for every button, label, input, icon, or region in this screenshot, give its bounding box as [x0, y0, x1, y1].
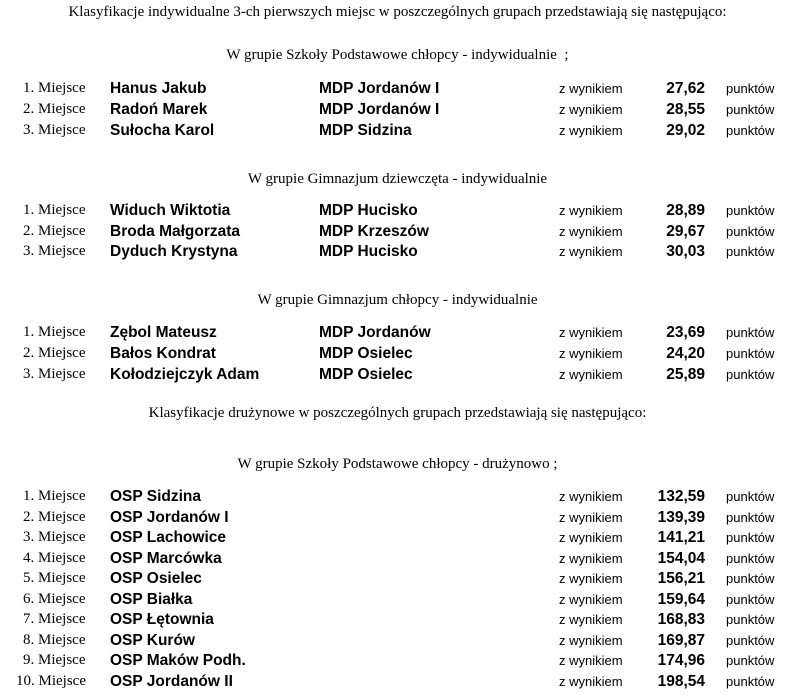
score-value: 198,54	[657, 673, 705, 690]
points-label: punktów	[726, 633, 775, 648]
result-label: z wynikiem	[559, 325, 623, 340]
result-row	[0, 343, 795, 364]
group-title-sp-boys-individual: W grupie Szkoły Podstawowe chłopcy - indywidualnie ;	[226, 47, 569, 63]
result-label: z wynikiem	[559, 367, 623, 382]
team-name: OSP Maków Podh.	[110, 652, 246, 669]
score-value: 25,89	[666, 366, 705, 383]
points-label: punktów	[726, 653, 775, 668]
points-label: punktów	[726, 489, 775, 504]
place-label: 2. Miejsce	[23, 345, 86, 361]
competitor-name: Dyduch Krystyna	[110, 243, 238, 260]
place-label: 1. Miejsce	[23, 488, 86, 504]
place-label: 3. Miejsce	[23, 366, 86, 382]
score-value: 169,87	[657, 632, 705, 649]
place-label: 10. Miejsce	[16, 673, 86, 689]
score-value: 23,69	[666, 324, 705, 341]
score-value: 168,83	[657, 611, 705, 628]
score-value: 159,64	[657, 591, 705, 608]
result-label: z wynikiem	[559, 489, 623, 504]
result-label: z wynikiem	[559, 102, 623, 117]
result-label: z wynikiem	[559, 674, 623, 689]
competitor-name: Hanus Jakub	[110, 80, 207, 97]
points-label: punktów	[726, 530, 775, 545]
competitor-name: Broda Małgorzata	[110, 223, 241, 240]
place-label: 1. Miejsce	[23, 324, 86, 340]
team-name: MDP Jordanów I	[319, 101, 440, 118]
result-label: z wynikiem	[559, 571, 623, 586]
score-value: 141,21	[657, 529, 705, 546]
place-label: 1. Miejsce	[23, 80, 86, 96]
team-result-row	[0, 568, 795, 589]
result-row	[0, 322, 795, 343]
result-label: z wynikiem	[559, 346, 623, 361]
competitor-name: Bałos Kondrat	[110, 345, 216, 362]
team-name: MDP Osielec	[319, 366, 413, 383]
individual-intro: Klasyfikacje indywidualne 3-ch pierwszych miejsc w poszczególnych grupach przedstawiają się następująco:	[68, 4, 727, 20]
team-result-row	[0, 527, 795, 548]
competitor-name: Zębol Mateusz	[110, 324, 217, 341]
points-label: punktów	[726, 102, 775, 117]
team-name: OSP Osielec	[110, 570, 202, 587]
score-value: 28,89	[666, 202, 705, 219]
place-label: 2. Miejsce	[23, 509, 86, 525]
points-label: punktów	[726, 674, 775, 689]
result-label: z wynikiem	[559, 551, 623, 566]
team-name: MDP Hucisko	[319, 202, 418, 219]
points-label: punktów	[726, 592, 775, 607]
team-name: MDP Krzeszów	[319, 223, 429, 240]
points-label: punktów	[726, 224, 775, 239]
score-value: 24,20	[666, 345, 705, 362]
result-row	[0, 241, 795, 262]
score-value: 154,04	[657, 550, 705, 567]
team-result-row	[0, 650, 795, 671]
team-name: OSP Lachowice	[110, 529, 227, 546]
team-name: OSP Kurów	[110, 632, 195, 649]
points-label: punktów	[726, 551, 775, 566]
team-name: OSP Marcówka	[110, 550, 222, 567]
place-label: 2. Miejsce	[23, 101, 86, 117]
place-label: 8. Miejsce	[23, 632, 86, 648]
result-label: z wynikiem	[559, 203, 623, 218]
points-label: punktów	[726, 244, 775, 259]
place-label: 3. Miejsce	[23, 529, 86, 545]
result-label: z wynikiem	[559, 244, 623, 259]
place-label: 1. Miejsce	[23, 202, 86, 218]
place-label: 4. Miejsce	[23, 550, 86, 566]
team-result-row	[0, 589, 795, 610]
team-name: MDP Osielec	[319, 345, 413, 362]
team-name: MDP Hucisko	[319, 243, 418, 260]
points-label: punktów	[726, 571, 775, 586]
score-value: 132,59	[657, 488, 705, 505]
team-name: OSP Białka	[110, 591, 193, 608]
points-label: punktów	[726, 510, 775, 525]
score-value: 28,55	[666, 101, 705, 118]
place-label: 3. Miejsce	[23, 243, 86, 259]
score-value: 30,03	[666, 243, 705, 260]
result-label: z wynikiem	[559, 224, 623, 239]
competitor-name: Kołodziejczyk Adam	[110, 366, 260, 383]
team-name: MDP Jordanów I	[319, 80, 440, 97]
score-value: 139,39	[657, 509, 705, 526]
score-value: 174,96	[657, 652, 705, 669]
points-label: punktów	[726, 612, 775, 627]
score-value: 27,62	[666, 80, 705, 97]
result-label: z wynikiem	[559, 633, 623, 648]
team-name: OSP Jordanów I	[110, 509, 229, 526]
result-label: z wynikiem	[559, 653, 623, 668]
result-row	[0, 200, 795, 221]
team-result-row	[0, 630, 795, 651]
team-result-row	[0, 507, 795, 528]
result-label: z wynikiem	[559, 592, 623, 607]
place-label: 3. Miejsce	[23, 122, 86, 138]
score-value: 29,67	[666, 223, 705, 240]
place-label: 7. Miejsce	[23, 611, 86, 627]
points-label: punktów	[726, 123, 775, 138]
result-row	[0, 221, 795, 242]
points-label: punktów	[726, 81, 775, 96]
result-label: z wynikiem	[559, 123, 623, 138]
result-row	[0, 364, 795, 385]
team-result-row	[0, 671, 795, 692]
result-label: z wynikiem	[559, 530, 623, 545]
result-row	[0, 78, 795, 99]
team-name: OSP Łętownia	[110, 611, 214, 628]
score-value: 156,21	[657, 570, 705, 587]
points-label: punktów	[726, 367, 775, 382]
team-intro: Klasyfikacje drużynowe w poszczególnych grupach przedstawiają się następująco:	[148, 405, 647, 421]
result-label: z wynikiem	[559, 81, 623, 96]
team-name: MDP Sidzina	[319, 122, 412, 139]
team-name: OSP Sidzina	[110, 488, 202, 505]
competitor-name: Radoń Marek	[110, 101, 208, 118]
team-name: MDP Jordanów	[319, 324, 431, 341]
result-row	[0, 120, 795, 141]
competitor-name: Sułocha Karol	[110, 122, 215, 139]
place-label: 2. Miejsce	[23, 223, 86, 239]
group-title-sp-boys-team: W grupie Szkoły Podstawowe chłopcy - drużynowo ;	[237, 456, 558, 472]
points-label: punktów	[726, 346, 775, 361]
group-title-gim-girls-individual: W grupie Gimnazjum dziewczęta - indywidualnie	[247, 171, 548, 187]
score-value: 29,02	[666, 122, 705, 139]
team-name: OSP Jordanów II	[110, 673, 233, 690]
team-result-row	[0, 486, 795, 507]
team-result-row	[0, 548, 795, 569]
group-title-gim-boys-individual: W grupie Gimnazjum chłopcy - indywidualnie	[257, 292, 538, 308]
place-label: 6. Miejsce	[23, 591, 86, 607]
points-label: punktów	[726, 325, 775, 340]
competitor-name: Widuch Wiktotia	[110, 202, 231, 219]
result-label: z wynikiem	[559, 612, 623, 627]
result-label: z wynikiem	[559, 510, 623, 525]
result-row	[0, 99, 795, 120]
place-label: 5. Miejsce	[23, 570, 86, 586]
points-label: punktów	[726, 203, 775, 218]
team-result-row	[0, 609, 795, 630]
place-label: 9. Miejsce	[23, 652, 86, 668]
